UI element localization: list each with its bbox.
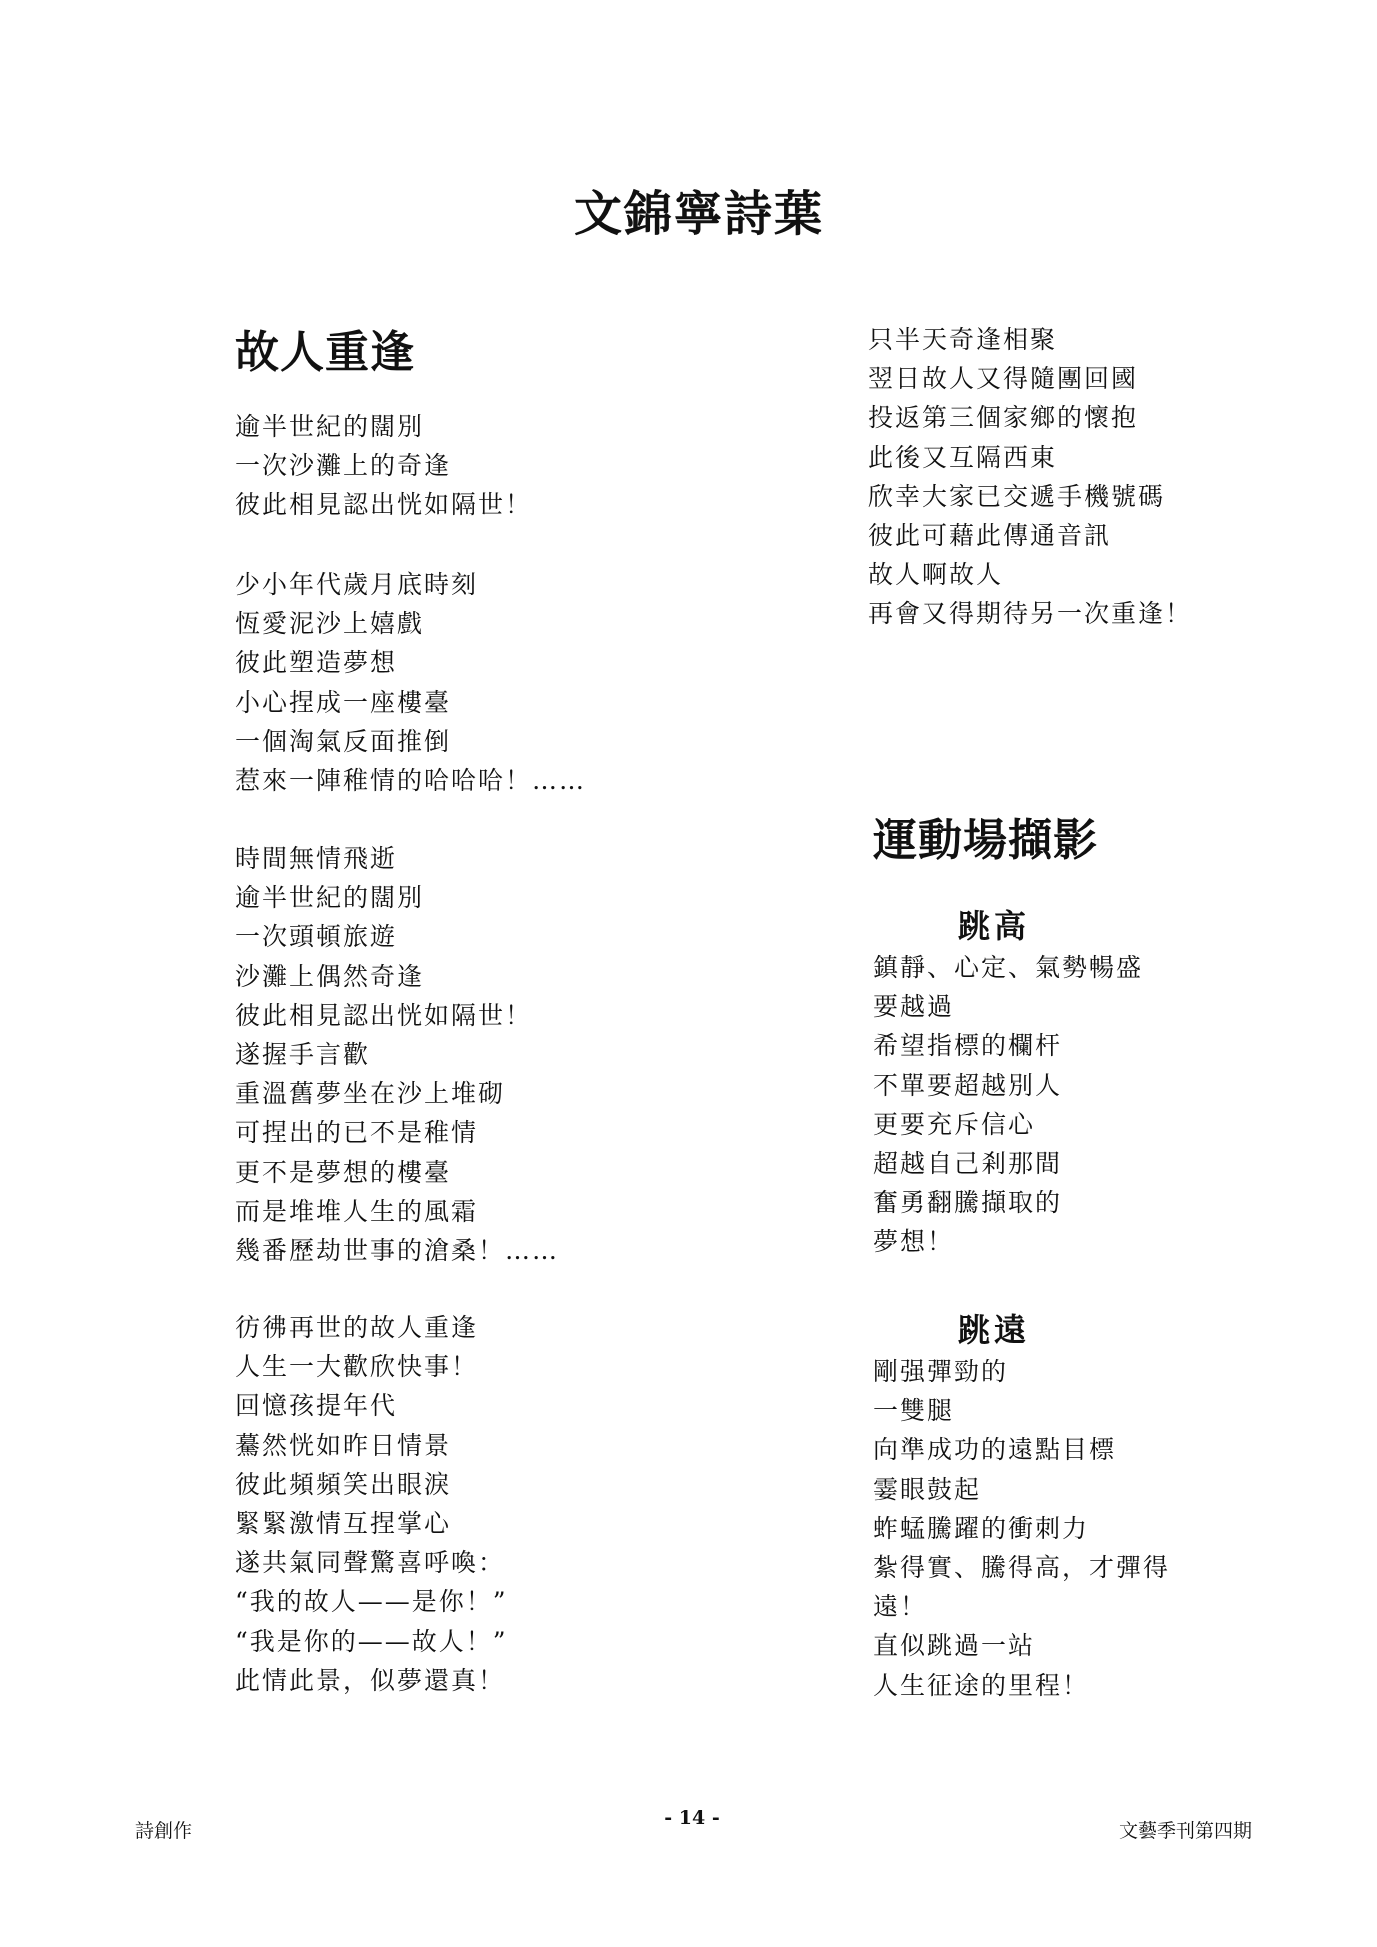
stanza-5 [868, 320, 1192, 634]
poem-line: 此後又互隔西東 [868, 442, 1058, 472]
poem-line: 向準成功的遠點目標 [873, 1435, 1117, 1465]
poem-line: 回憶孩提年代 [235, 1391, 398, 1421]
poem-line: 故人啊故人 [868, 560, 1004, 590]
poem-line: 更不是夢想的樓臺 [235, 1157, 452, 1187]
poem-line: 逾半世紀的闊別 [235, 412, 425, 441]
poem-line: 少小年代歲月底時刻 [235, 570, 479, 599]
poem-line: 蚱蜢騰躍的衝刺力 [873, 1513, 1090, 1543]
poem-line: 直似跳過一站 [873, 1631, 1036, 1661]
poem-line: 欣幸大家已交遞手機號碼 [868, 481, 1166, 511]
poem-line: 只半天奇逢相聚 [868, 325, 1058, 354]
poem-line: 彼此相見認出恍如隔世！ [235, 490, 533, 520]
poem-line: 剛强彈勁的 [873, 1357, 1009, 1386]
section-title-high-jump: 跳高 [958, 907, 1031, 945]
poem-line: 投返第三個家鄉的懷抱 [868, 403, 1139, 433]
poem-line: 超越自己剎那間 [873, 1148, 1063, 1178]
stanza-1 [235, 407, 532, 525]
footer-issue-label: 文藝季刊第四期 [1118, 1820, 1252, 1842]
poem-line: 夢想！ [873, 1227, 955, 1257]
poem-line: 彼此塑造夢想 [235, 648, 398, 678]
poem-line: 遂握手言歡 [235, 1039, 371, 1069]
section-title-long-jump: 跳遠 [958, 1311, 1031, 1349]
poem-line: 時間無情飛逝 [235, 844, 398, 873]
poem-line: 彼此可藉此傳通音訊 [868, 520, 1112, 550]
poem-line: 再會又得期待另一次重逢！ [868, 599, 1193, 629]
footer-section-label: 詩創作 [135, 1820, 193, 1842]
poem-line: 鎮靜、心定、氣勢暢盛 [873, 953, 1144, 982]
poem-line: 一次沙灘上的奇逢 [235, 451, 452, 481]
poem-line: 希望指標的欄杆 [873, 1031, 1063, 1061]
poem-line: 更要充斥信心 [873, 1109, 1036, 1139]
poem-line: 人生征途的里程！ [873, 1670, 1090, 1700]
page-number: - 14 - [664, 1807, 720, 1829]
poem-title-stadium: 運動場擷影 [873, 815, 1098, 866]
poem-line: 逾半世紀的闊別 [235, 883, 425, 913]
poem-line: 惹來一陣稚情的哈哈哈！…… [235, 765, 587, 795]
stanza-2 [235, 565, 586, 800]
poem-line: 遂共氣同聲驚喜呼喚： [235, 1548, 506, 1578]
poem-line: 霎眼鼓起 [873, 1474, 982, 1504]
poem-line: 彼此相見認出恍如隔世！ [235, 1000, 533, 1030]
high-jump-stanza [873, 948, 1143, 1262]
poem-line: 沙灘上偶然奇逢 [235, 961, 425, 991]
poem-line: 一個淘氣反面推倒 [235, 726, 452, 756]
poem-line: 彼此頻頻笑出眼淚 [235, 1469, 452, 1499]
poem-line: 恆愛泥沙上嬉戲 [235, 609, 425, 639]
poem-line: 此情此景，似夢還真！ [235, 1665, 506, 1695]
poem-line: 人生一大歡欣快事！ [235, 1352, 479, 1382]
poem-line: 一次頭頓旅遊 [235, 922, 398, 952]
stanza-4 [235, 1308, 508, 1700]
page-title: 文錦寧詩葉 [574, 186, 825, 242]
poem-line: 而是堆堆人生的風霜 [235, 1196, 479, 1226]
poem-line: 驀然恍如昨日情景 [235, 1430, 452, 1460]
poem-line: 要越過 [873, 992, 955, 1022]
poem-line: “我的故人——是你！” [235, 1587, 508, 1617]
poem-line: 紮得實、騰得高，才彈得 [873, 1552, 1171, 1582]
long-jump-stanza [873, 1352, 1170, 1705]
poem-line: 緊緊激情互捏掌心 [235, 1508, 452, 1538]
poem-line: 不單要超越別人 [873, 1070, 1063, 1100]
poem-line: 彷彿再世的故人重逢 [235, 1313, 479, 1342]
poem-line: 遠！ [873, 1592, 928, 1622]
poem-line: 翌日故人又得隨團回國 [868, 364, 1139, 394]
poem-line: 可捏出的已不是稚情 [235, 1118, 479, 1148]
poem-line: 一雙腿 [873, 1396, 955, 1426]
poem-line: “我是你的——故人！” [235, 1626, 508, 1656]
poem-line: 小心捏成一座樓臺 [235, 687, 452, 717]
poem-line: 奮勇翻騰擷取的 [873, 1188, 1063, 1218]
stanza-3 [235, 839, 559, 1270]
poem-title-reunion: 故人重逢 [235, 327, 415, 378]
poem-line: 幾番歷劫世事的滄桑！…… [235, 1235, 560, 1265]
poem-line: 重溫舊夢坐在沙上堆砌 [235, 1079, 506, 1109]
